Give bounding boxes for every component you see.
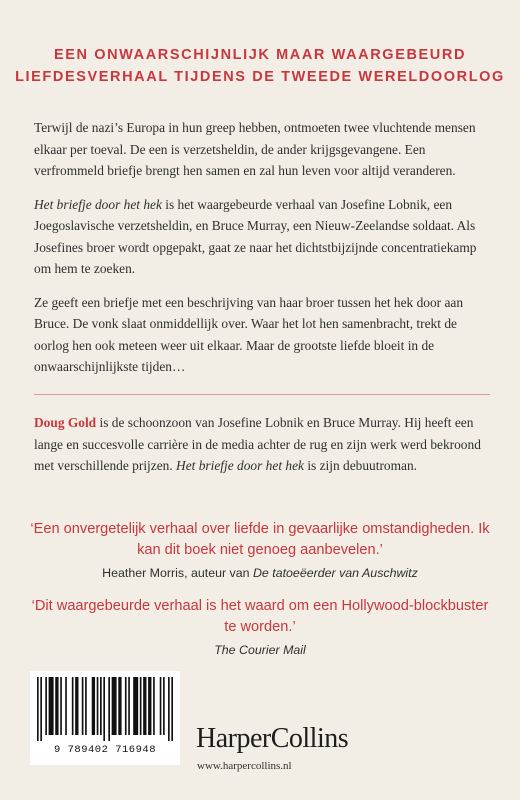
headline-line-1: EEN ONWAARSCHIJNLIJK MAAR WAARGEBEURD xyxy=(53,47,467,63)
author-name: Doug Gold xyxy=(34,415,97,430)
author-bio xyxy=(34,412,490,489)
review-quote-2-text: ‘Dit waargebeurde verhaal is het waard om een Hollywood-blockbuster te worden.’ xyxy=(31,598,489,635)
blurb-paragraph-3: Ze geeft een briefje met een beschrijving van haar broer tussen het hek door aan Bruce. De vonk slaat onmiddellijk over. Waar het lot hen samenbracht, trekt de oorlog hen ook meteen weer uit elkaar. Maar de grootste liefde bloeit in de onwaarschijnlijkste tijden… xyxy=(34,294,464,374)
section-divider xyxy=(34,394,490,395)
author-bio-text-1: is de schoonzoon van Josefine Lobnik en Bruce Murray. Hij heeft een lange en succesvolle carrière in de media achter de rug en zijn werk werd bekroond met verschillende prijzen. xyxy=(34,415,481,473)
blurb-section xyxy=(34,117,490,390)
barcode-icon xyxy=(37,677,173,741)
review-quote-2-source-title: The Courier Mail xyxy=(214,643,306,657)
book-title-inline-bio: Het briefje door het hek xyxy=(176,458,304,473)
review-quote-1-source-name: Heather Morris, auteur van xyxy=(102,566,253,580)
publisher-logo: HarperCollins xyxy=(196,723,349,754)
headline-line-2: LIEFDESVERHAAL TIJDENS DE TWEEDE WERELDOORLOG xyxy=(15,69,505,85)
blurb-paragraph-2 xyxy=(34,194,490,280)
barcode xyxy=(30,671,180,765)
barcode-number: 9 789402 716948 xyxy=(53,744,156,756)
cover-headline xyxy=(0,44,520,88)
blurb-paragraph-1: Terwijl de nazi’s Europa in hun greep hebben, ontmoeten twee vluchtende mensen elkaar per toeval. De een is verzetsheldin, de ander krijgsgevangene. Een verfrommeld briefje brengt hen samen en zal hun leven voor altijd veranderen. xyxy=(34,120,476,178)
book-title-inline: Het briefje door het hek xyxy=(34,196,162,212)
review-quote-1-source xyxy=(30,563,490,584)
review-quote-1-source-title: De tatoeëerder van Auschwitz xyxy=(252,566,418,580)
author-bio-text-2: is zijn debuutroman. xyxy=(303,458,418,473)
review-quote-1 xyxy=(30,519,490,584)
review-quote-1-text: ‘Een onvergetelijk verhaal over liefde in gevaarlijke omstandigheden. Ik kan dit boek niet genoeg aanbevelen.’ xyxy=(30,521,490,558)
review-quote-2 xyxy=(30,596,490,661)
blurb-paragraph-2-text: is het waargebeurde verhaal van Josefine Lobnik, een Joegoslavische verzetsheldin, en Bruce Murray, een Nieuw-Zeelandse soldaat. Als Josefines broer wordt opgepakt, gaat ze naar het dichtstbijzijnde concentratiekamp om hem te zoeken. xyxy=(34,196,477,276)
author-bio-paragraph xyxy=(34,412,490,477)
review-quote-2-source xyxy=(30,640,490,661)
publisher-website: www.harpercollins.nl xyxy=(197,760,292,772)
